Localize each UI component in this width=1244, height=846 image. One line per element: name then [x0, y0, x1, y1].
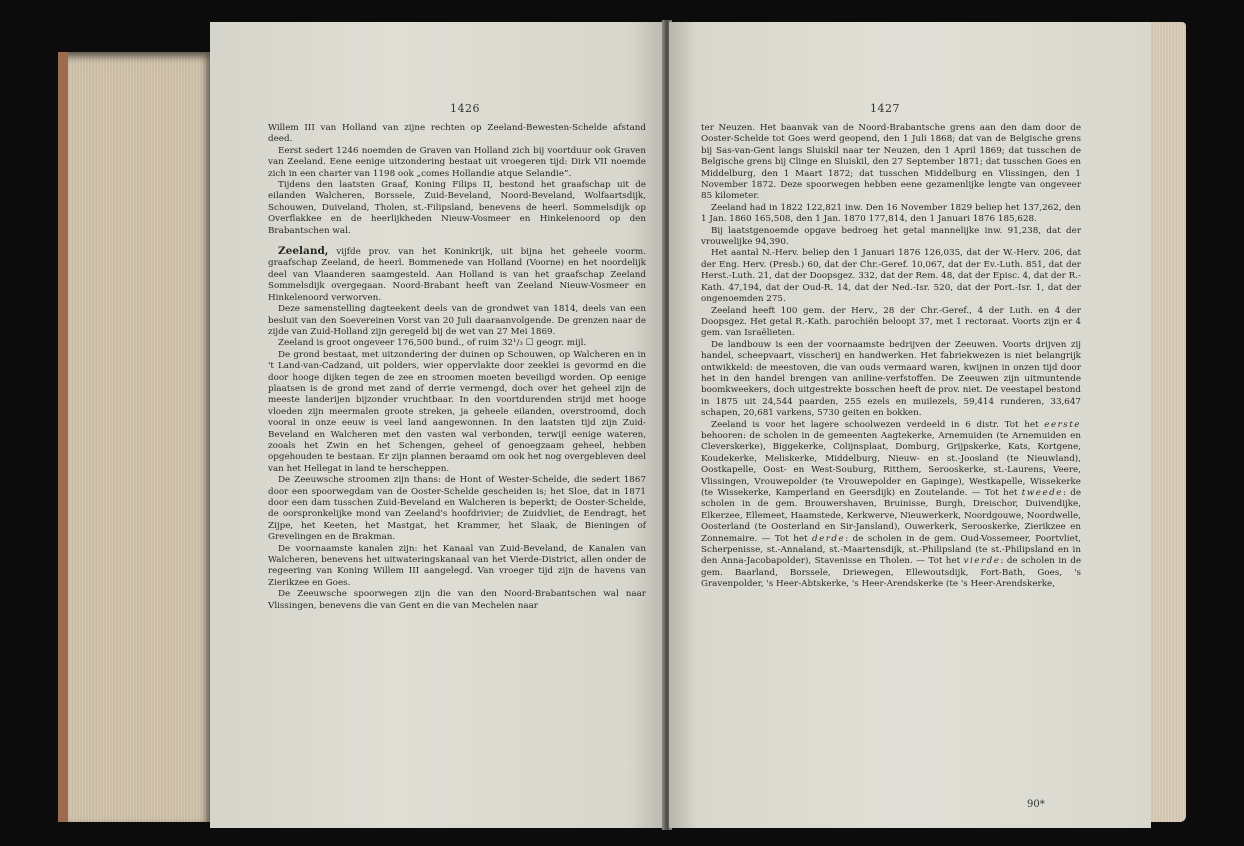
left-page-number: 1426 [450, 102, 480, 115]
paragraph: Tijdens den laatsten Graaf, Koning Filips II, bestond het graafschap uit de eilanden Walcheren, Borssele, Zuid-Beveland, Noord-Beveland, Wolfaartsdijk, Schouwen, Duiveland, Tholen, st.-Filipsland, benevens de heerl. Sommelsdijk op Overflakkee en de heerlijkheden Nieuw-Vosmeer en Hinkelenoord op den Brabantschen wal. [268, 180, 646, 236]
right-page-edges [1150, 22, 1186, 822]
district-word: derde [811, 533, 846, 544]
right-page-number: 1427 [870, 102, 900, 115]
paragraph: Zeeland had in 1822 122,821 inw. Den 16 November 1829 beliep het 137,262, den 1 Jan. 1860 165,508, den 1 Jan. 1870 177,814, den 1 Januari 1876 185,628. [701, 202, 1081, 225]
entry-headword: Zeeland, [278, 245, 329, 258]
signature-mark: 90* [1027, 799, 1045, 810]
paragraph: Het aantal N.-Herv. beliep den 1 Januari 1876 126,035, dat der W.-Herv. 206, dat der Eng. Herv. (Presb.) 60, dat der Chr.-Geref. 10,067, dat der Ev.-Luth. 851, dat der Herst.-Luth. 21, dat der Doopsgez. 332, dat der Rem. 48, dat der Episc. 4, dat der R.-Kath. 47,194, dat der Oud-R. 14, dat der Ned.-Isr. 520, dat der Port.-Isr. 1, dat der ongenoemden 275. [701, 248, 1081, 305]
entry-text: vijfde prov. van het Koninkrijk, uit bijna het geheele voorm. graafschap Zeeland, de heerl. Bommenede van Holland (Voorne) en het noordelijk deel van Vlaanderen saamgesteld. Aan Holland is van het graafschap Zeeland Sommelsdijk overgegaan. Noord-Brabant heeft van Zeeland Nieuw-Vosmeer en Hinkelenoord verworven. [268, 247, 646, 303]
paragraph: Willem III van Holland van zijne rechten op Zeeland-Bewesten-Schelde afstand deed. [268, 123, 646, 145]
paragraph: De landbouw is een der voornaamste bedrijven der Zeeuwen. Voorts drijven zij handel, scheepvaart, visscherij en handwerken. Het fabriekwezen is niet belangrijk ontwikkeld: de meestoven, die van ouds vermaard waren, kwijnen in onzen tijd door het in den handel brengen van aniline-verfstoffen. De Zeeuwen zijn uitmuntende boomkweekers, doch uitgestrekte bosschen heeft de prov. niet. De veestapel bestond in 1875 uit 24,544 paarden, 255 ezels en muilezels, 59,414 runderen, 33,647 schapen, 20,681 varkens, 5730 geiten en bokken. [701, 339, 1081, 419]
left-page [210, 22, 665, 828]
paragraph: Zeeland heeft 100 gem. der Herv., 28 der Chr.-Geref., 4 der Luth. en 4 der Doopsgez. Het getal R.-Kath. parochiën beloopt 37, met 1 rectoraat. Voorts zijn er 4 gem. van Israëlieten. [701, 305, 1081, 339]
school-paragraph: Zeeland is voor het lagere schoolwezen verdeeld in 6 distr. Tot het eerste behooren: de scholen in de gemeenten Aagtekerke, Arnemuiden (te Arnemuiden en Cleverskerke), Biggekerke, Colijnsplaat, Domburg, Grijpskerke, Kats, Kortgene, Koudekerke, Meliskerke, Middelburg, Nieuw- en st.-Joosland (te Nieuwland), Oostkapelle, Oost- en West-Souburg, Ritthem, Serooskerke, st.-Laurens, Veere, Vlissingen, Vrouwepolder (te Vrouwepolder en Gapinge), Westkapelle, Wissekerke (te Wissekerke, Kamperland en Geersdijk) en Zoutelande. — Tot het tweede: de scholen in de gem. Brouwershaven, Bruinisse, Burgh, Dreischor, Duivendijke, Elkerzee, Ellemeet, Haamstede, Kerkwerve, Nieuwerkerk, Noordgouwe, Noordwelle, Oosterland (te Oosterland en Sir-Jansland), Ouwerkerk, Serooskerke, Zierikzee en Zonnemaire. — Tot het derde: de scholen in de gem. Oud-Vossemeer, Poortvliet, Scherpenisse, st.-Annaland, st.-Maartensdijk, st.-Philipsland (te st.-Philipsland en in den Anna-Jacobapolder), Stavenisse en Tholen. — Tot het vierde: de scholen in de gem. Baarland, Borssele, Driewegen, Ellewoutsdijk, Fort-Bath, Goes, 's Gravenpolder, 's Heer-Abtskerke, 's Heer-Arendskerke (te 's Heer-Arendskerke, [701, 419, 1081, 590]
district-word: tweede [1021, 488, 1063, 498]
paragraph: ter Neuzen. Het baanvak van de Noord-Brabantsche grens aan den dam door de Ooster-Schelde tot Goes werd geopend, den 1 Juli 1868; dat van de Belgische grens bij Sas-van-Gent langs Sluiskil naar ter Neuzen, den 1 April 1869; dat tusschen de Belgische grens bij Clinge en Sluiskil, den 27 September 1871; dat tusschen Goes en Middelburg, den 1 Maart 1872; dat tusschen Middelburg en Vlissingen, den 1 November 1872. Deze spoorwegen hebben eene gezamenlijke lengte van ongeveer 85 kilometer. [701, 123, 1081, 202]
paragraph: Bij laatstgenoemde opgave bedroeg het getal mannelijke inw. 91,238, dat der vrouwelijke 94,390. [701, 225, 1081, 248]
book-cover-edge [58, 52, 68, 822]
paragraph: Deze samenstelling dagteekent deels van de grondwet van 1814, deels van een besluit van den Soevereinen Vorst van 20 Juli daaraanvolgende. De grenzen naar de zijde van Zuid-Holland zijn geregeld bij de wet van 27 Mei 1869. [268, 304, 646, 337]
paragraph: De grond bestaat, met uitzondering der duinen op Schouwen, op Walcheren en in 't Land-van-Cadzand, uit polders, wier oppervlakte door zeeklei is gevormd en die door hooge dijken tegen de zee en stroomen moeten beveiligd worden. Op eenige plaatsen is de grond met zand of derrie vermengd, doch over het geheel zijn de meeste landerijen bijzonder vruchtbaar. In den voortdurenden strijd met hooge vloeden zijn meermalen groote streken, ja geheele eilanden, overstroomd, doch vooral in onze eeuw is veel land aangewonnen. In den laatsten tijd zijn Zuid-Beveland en Walcheren met den vasten wal verbonden, terwijl eenige wateren, zooals het Zwin en het Schengen, geheel of genoegzaam geheel, hebben opgehouden te bestaan. Er zijn plannen beraamd om ook het nog overgebleven deel van het Hellegat in land te herscheppen. [268, 349, 646, 474]
district-word: eerste [1044, 419, 1081, 430]
left-page-text [268, 123, 646, 612]
paragraph: Zeeland is groot ongeveer 176,500 bund., of ruim 32¹/₃ ☐ geogr. mijl. [278, 338, 587, 349]
zeeland-entry [268, 246, 646, 304]
paragraph: Eerst sedert 1246 noemden de Graven van Holland zich bij voortduur ook Graven van Zeeland. Eene eenige uitzondering bestaat uit vroegeren tijd: Dirk VII noemde zich in een charter van 1198 ook „comes Hollandie atque Selandie”. [268, 145, 646, 179]
left-page-edges [58, 52, 210, 822]
paragraph: De Zeeuwsche stroomen zijn thans: de Hont of Wester-Schelde, die sedert 1867 door een spoorwegdam van de Ooster-Schelde gescheiden is; het Sloe, dat in 1871 door een dam tusschen Zuid-Beveland en Walcheren is beperkt; de Ooster-Schelde, de oorspronkelijke mond van Zeeland's hoofdrivier; de Zuidvliet, de Eendragt, het Zijpe, het Keeten, het Mastgat, het Krammer, het Slaak, de Bieningen of Grevelingen en de Brakman. [268, 475, 646, 543]
right-page [669, 22, 1151, 828]
right-page-text [701, 123, 1081, 591]
district-word: vierde [963, 556, 1001, 567]
paragraph: De Zeeuwsche spoorwegen zijn die van den Noord-Brabantschen wal naar Vlissingen, benevens die van Gent en die van Mechelen naar [268, 589, 646, 611]
paragraph: De voornaamste kanalen zijn: het Kanaal van Zuid-Beveland, de Kanalen van Walcheren, benevens het uitwateringskanaal van het Vierde-District, allen onder de regeering van Koning Willem III aangelegd. Van vroeger tijd zijn de havens van Zierikzee en Goes. [268, 543, 646, 588]
